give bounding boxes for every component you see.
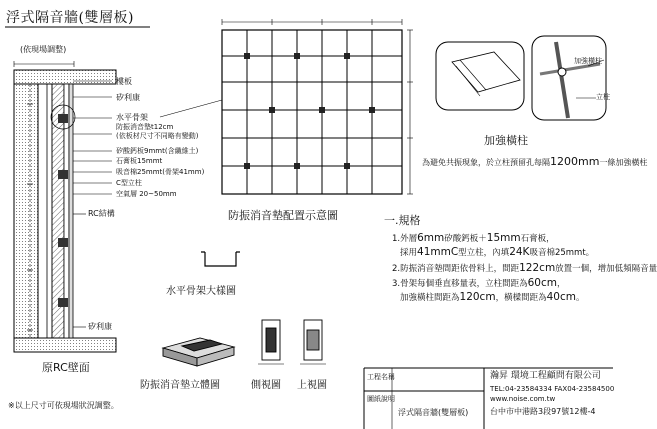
spec-2-post: 吸音棉25mmt。 xyxy=(529,248,595,258)
reinforce-label-stud: 立柱 xyxy=(596,93,610,101)
spec-4-post: ， xyxy=(557,279,566,289)
spec-5-post: 。 xyxy=(575,293,585,303)
spec-5-big1: 120cm xyxy=(459,291,496,303)
tb-company-name: 瀚昇 環境工程顧問有限公司 xyxy=(490,371,601,381)
spec-2-big1: 41mmC xyxy=(417,246,459,258)
reinforce-note-big: 1200mm xyxy=(550,155,600,168)
tb-project-label: 工程名稱 xyxy=(367,373,395,381)
label-gypsum: 石膏板15mmt xyxy=(116,157,163,165)
spec-1-post: 石膏板， xyxy=(520,234,555,244)
label-sealant-top: 矽利康 xyxy=(116,93,140,102)
spec-3-pre: 2.防振消音墊間距依骨料上，間距 xyxy=(392,264,520,274)
reinforce-note-pre: 為避免共振現象，於立柱預留孔每隔 xyxy=(422,158,550,167)
title-main: 浮式隔音牆 xyxy=(6,10,79,26)
specs-heading: 一.規格 xyxy=(384,214,421,227)
section-caption: 原RC壁面 xyxy=(42,361,90,374)
channel-detail xyxy=(201,252,240,266)
title-sub: (雙層板) xyxy=(78,10,134,26)
reinforce-label-beam: 加強橫柱 xyxy=(574,57,602,65)
tb-drawing-value: 浮式隔音牆(雙層板) xyxy=(398,408,469,417)
label-horizontal-frame: 水平骨架 xyxy=(116,113,148,122)
label-pad: 防振消音墊t12cm xyxy=(116,123,174,131)
label-rc: RC結構 xyxy=(88,209,115,218)
pad-caption-top: 上視圖 xyxy=(297,380,327,391)
spec-1-pre: 1.外層 xyxy=(392,234,418,244)
label-insulation: 吸音棉25mmt(骨架41mm) xyxy=(116,168,205,176)
spec-2-pre: 採用 xyxy=(400,248,418,258)
page-title xyxy=(6,7,134,27)
reinforce-detail xyxy=(436,36,606,120)
tb-company-addr: 台中市中港路3段97號12樓-4 xyxy=(490,407,596,416)
tb-drawing-label: 圖紙說明 xyxy=(367,395,395,403)
label-calcium-board: 矽酸鈣板9mmt(含纖維土) xyxy=(116,147,199,155)
spec-5-big2: 40cm xyxy=(546,291,576,303)
section-footnote: ※以上尺寸可依現場狀況調整。 xyxy=(8,401,119,410)
tb-company-tel: TEL:04-23584334 FAX04-23584500 xyxy=(490,385,615,393)
label-slab: 樓板 xyxy=(116,77,132,86)
spec-line-5 xyxy=(400,292,584,303)
grid-caption: 防振消音墊配置示意圖 xyxy=(228,209,338,222)
label-sealant-bottom: 矽利康 xyxy=(88,322,112,331)
reinforce-note xyxy=(422,156,647,167)
spec-line-2 xyxy=(400,247,594,258)
label-air-gap: 空氣層 20~50mm xyxy=(116,190,177,198)
spec-2-mid: 型立柱，內填 xyxy=(458,248,510,258)
spec-4-pre: 3.骨架每個垂直移量表，立柱間距為 xyxy=(392,279,528,289)
spec-4-big1: 60cm xyxy=(527,277,557,289)
spec-1-big1: 6mm xyxy=(417,232,445,244)
label-pad-note: (依板材尺寸不同略有變動) xyxy=(116,132,199,140)
spec-2-big2: 24K xyxy=(509,246,530,258)
label-c-stud: C型立柱 xyxy=(116,179,142,187)
reinforce-note-post: 一條加強橫柱 xyxy=(599,158,648,167)
wall-section-drawing xyxy=(14,61,116,352)
spec-5-pre: 加強橫柱間距為 xyxy=(400,293,460,303)
reinforce-caption: 加強橫柱 xyxy=(484,134,528,147)
spec-1-mid: 矽酸鈣板＋ xyxy=(444,234,487,244)
spec-1-big2: 15mm xyxy=(486,232,521,244)
spec-line-4 xyxy=(392,278,566,289)
spec-5-mid: ，横樑間距為 xyxy=(495,293,547,303)
pad-caption-side: 側視圖 xyxy=(251,380,281,391)
tb-company-web: www.noise.com.tw xyxy=(490,395,556,403)
spec-3-big1: 122cm xyxy=(519,262,556,274)
spec-line-3 xyxy=(392,263,657,274)
section-note-top: (依現場調整) xyxy=(20,45,67,54)
spec-line-1 xyxy=(392,233,555,244)
pad-caption-iso: 防振消音墊立體圖 xyxy=(140,380,220,391)
channel-caption: 水平骨架大樣圖 xyxy=(166,286,236,297)
pad-details xyxy=(163,320,326,366)
spec-3-post: 放置一個，增加低頻隔音量 xyxy=(555,264,657,274)
